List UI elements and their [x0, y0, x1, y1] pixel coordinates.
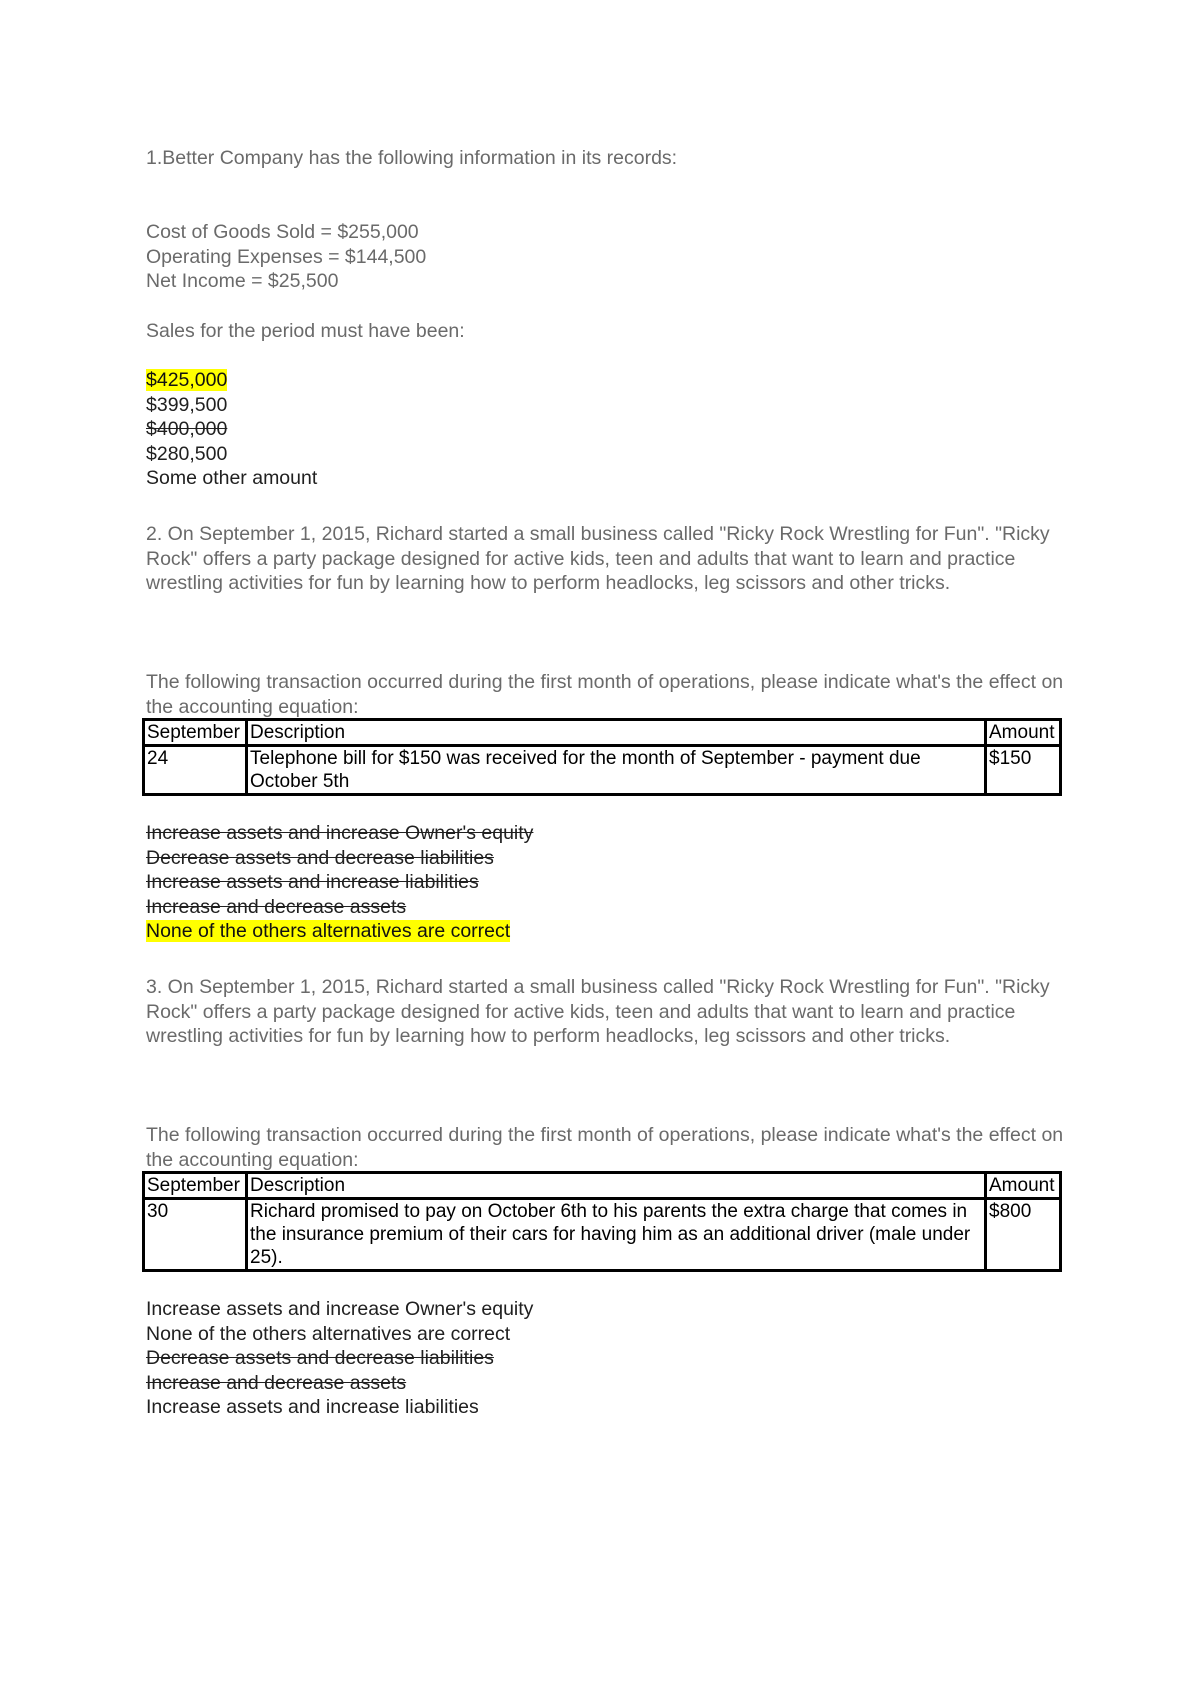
fact-net-income: Net Income = $25,500 [146, 270, 339, 292]
table-row [144, 1199, 1061, 1271]
cell-amount: $800 [986, 1199, 1061, 1271]
q3-options [146, 1297, 533, 1420]
table-header-row [144, 720, 1061, 746]
header-amount: Amount [986, 720, 1061, 746]
q1-option-4[interactable]: $280,500 [146, 442, 228, 465]
header-amount: Amount [986, 1173, 1061, 1199]
q3-option-5[interactable]: Increase assets and increase liabilities [146, 1396, 479, 1418]
q3-option-3-struck[interactable]: Decrease assets and decrease liabilities [146, 1347, 494, 1369]
cell-description: Richard promised to pay on October 6th to his parents the extra charge that comes in the insurance premium of their cars for having him as an additional driver (male under 25). [247, 1199, 986, 1271]
q1-intro: 1.Better Company has the following information in its records: [146, 147, 678, 169]
q1-prompt: Sales for the period must have been: [146, 320, 465, 342]
q1-options [146, 368, 317, 491]
cell-day: 30 [144, 1199, 247, 1271]
header-september: September [144, 720, 247, 746]
q2-option-5-selected[interactable]: None of the others alternatives are correct [146, 920, 511, 942]
q1-option-1-selected[interactable]: $425,000 [146, 369, 228, 391]
q1-facts [146, 220, 426, 294]
q3-option-4-struck[interactable]: Increase and decrease assets [146, 1371, 407, 1394]
cell-description: Telephone bill for $150 was received for the month of September - payment due October 5th [247, 746, 986, 795]
q1-option-5[interactable]: Some other amount [146, 467, 318, 489]
header-september: September [144, 1173, 247, 1199]
q2-options [146, 821, 533, 944]
q2-option-4-struck[interactable]: Increase and decrease assets [146, 895, 407, 918]
q2-text: 2. On September 1, 2015, Richard started a small business called "Ricky Rock Wrestling for Fun". "Ricky Rock" offers a party package designed for active kids, teen and adults that want to learn and practice wrestling activities for fun by learning how to perform headlocks, leg scissors and other tricks. [146, 523, 1050, 594]
cell-amount: $150 [986, 746, 1061, 795]
q3-option-2[interactable]: None of the others alternatives are correct [146, 1322, 511, 1345]
fact-cogs: Cost of Goods Sold = $255,000 [146, 221, 419, 243]
q2-option-1-struck[interactable]: Increase assets and increase Owner's equity [146, 822, 534, 844]
q2-option-2-struck[interactable]: Decrease assets and decrease liabilities [146, 846, 494, 869]
q2-transaction-table [142, 718, 1062, 796]
q3-transaction-table [142, 1171, 1062, 1272]
header-description: Description [247, 1173, 986, 1199]
q2-instruction: The following transaction occurred during the first month of operations, please indicate what's the effect on the accounting equation: [146, 671, 1064, 718]
cell-day: 24 [144, 746, 247, 795]
q3-option-1[interactable]: Increase assets and increase Owner's equity [146, 1298, 534, 1320]
q1-option-2[interactable]: $399,500 [146, 393, 228, 416]
table-row [144, 746, 1061, 795]
q1-option-3-struck[interactable]: $400,000 [146, 418, 228, 440]
q2-option-3-struck[interactable]: Increase assets and increase liabilities [146, 871, 479, 893]
table-header-row [144, 1173, 1061, 1199]
header-description: Description [247, 720, 986, 746]
q3-instruction: The following transaction occurred during the first month of operations, please indicate what's the effect on the accounting equation: [146, 1124, 1064, 1171]
fact-operating-expenses: Operating Expenses = $144,500 [146, 245, 427, 268]
q3-text: 3. On September 1, 2015, Richard started a small business called "Ricky Rock Wrestling for Fun". "Ricky Rock" offers a party package designed for active kids, teen and adults that want to learn and practice wrestling activities for fun by learning how to perform headlocks, leg scissors and other tricks. [146, 976, 1050, 1047]
